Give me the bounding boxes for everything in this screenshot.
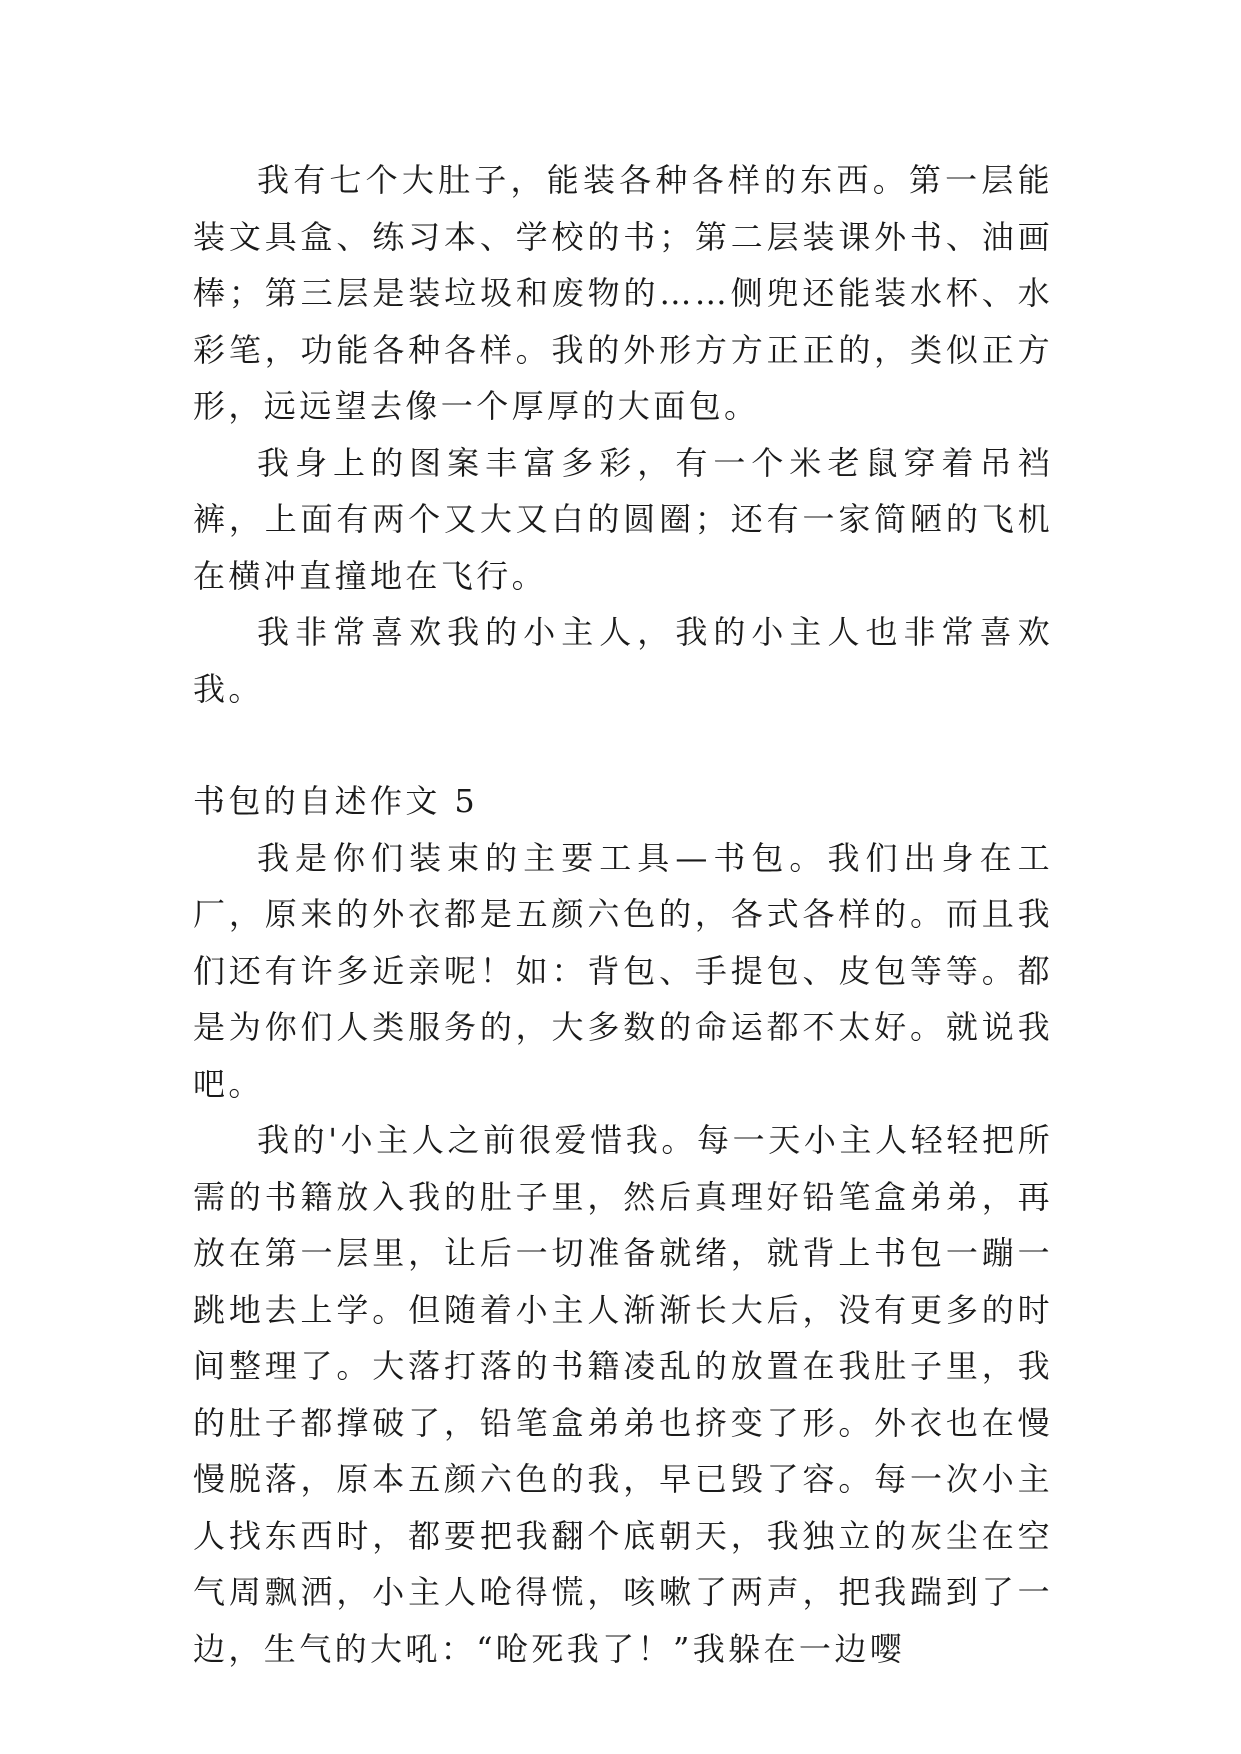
paragraph-backpack-owner: 我非常喜欢我的小主人，我的小主人也非常喜欢我。	[193, 613, 1053, 708]
paragraph-backpack-compartments: 我有七个大肚子，能装各种各样的东西。第一层能装文具盒、练习本、学校的书；第二层装课外书、油画棒；第三层是装垃圾和废物的……侧兜还能装水杯、水彩笔，功能各种各样。我的外形方方正正的，类似正方形，远远望去像一个厚厚的大面包。	[193, 161, 1053, 425]
document-body	[193, 152, 1053, 1677]
paragraph-backpack-pattern: 我身上的图案丰富多彩，有一个米老鼠穿着吊裆裤，上面有两个又大又白的圆圈；还有一家简陋的飞机在横冲直撞地在飞行。	[193, 443, 1053, 595]
paragraph-intro: 我是你们装束的主要工具—书包。我们出身在工厂，原来的外衣都是五颜六色的，各式各样的。而且我们还有许多近亲呢！如：背包、手提包、皮包等等。都是为你们人类服务的，大多数的命运都不太好。就说我吧。	[193, 838, 1053, 1103]
section-title: 书包的自述作文 5	[193, 782, 479, 820]
paragraph-story: 我的'小主人之前很爱惜我。每一天小主人轻轻把所需的书籍放入我的肚子里，然后真理好铅笔盒弟弟，再放在第一层里，让后一切准备就绪，就背上书包一蹦一跳地去上学。但随着小主人渐渐长大后，没有更多的时间整理了。大落打落的书籍凌乱的放置在我肚子里，我的肚子都撑破了，铅笔盒弟弟也挤变了形。外衣也在慢慢脱落，原本五颜六色的我，早已毁了容。每一次小主人找东西时，都要把我翻个底朝天，我独立的灰尘在空气周飘洒，小主人呛得慌，咳嗽了两声，把我踹到了一边，生气的大吼：“呛死我了！”我躲在一边嘤	[193, 1121, 1053, 1668]
